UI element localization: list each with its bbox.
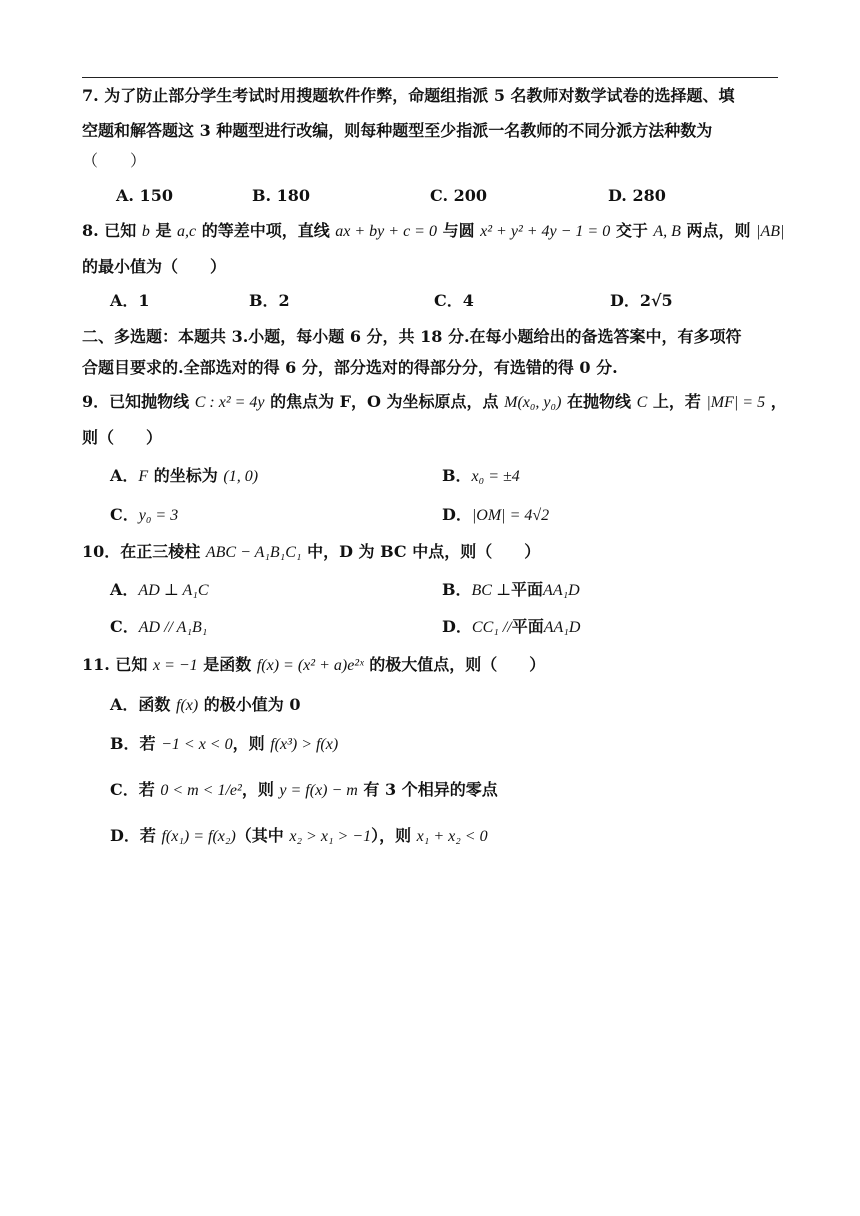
q9-text-e: ， [770, 392, 787, 411]
q7-option-a: A. 150 [116, 186, 173, 205]
q10-option-c-value: AD // A₁B₁ [138, 619, 208, 636]
q11-option-d-text2: （其中 [235, 826, 290, 845]
q11-option-c-fn: y = f(x) − m [279, 782, 358, 799]
q9-option-d-value: |OM| = 4√2 [471, 507, 550, 524]
q11-option-b [110, 734, 338, 755]
q10-line1 [82, 542, 540, 563]
q8-text-d: 的等差中项，直线 [201, 221, 336, 240]
q9-option-a [110, 466, 258, 487]
q11-option-d-label: D． [110, 826, 140, 845]
q11-option-b-ineq: f(x³) > f(x) [270, 736, 339, 753]
q7-option-d: D. 280 [608, 186, 666, 205]
section2-line2: 合题目要求的.全部选对的得 6 分，部分选对的得部分分，有选错的得 0 分. [82, 358, 618, 377]
q11-text-b: 是函数 [203, 655, 257, 674]
q9-parabola: C : x² = 4y [194, 394, 265, 411]
q10-option-a-label: A． [110, 580, 139, 599]
q9-option-a-text: 的坐标为 [148, 466, 224, 485]
q8-circle-equation: x² + y² + 4y − 1 = 0 [480, 223, 611, 240]
q9-option-c-label: C． [110, 505, 139, 524]
q10-option-d-label: D． [442, 617, 472, 636]
q11-option-a-text1: 函数 [138, 695, 176, 714]
q11-text-a: 11. 已知 [82, 655, 153, 674]
q10-option-d-plane: AA₁D [543, 619, 581, 636]
q8-abs-ab: |AB| [756, 223, 785, 240]
q8-text-a: 8. 已知 [82, 221, 137, 240]
q10-option-a [110, 580, 209, 601]
q8-option-b: B．2 [249, 291, 290, 310]
q8-option-a: A．1 [110, 291, 150, 310]
q9-mf: |MF| = 5 [706, 394, 766, 411]
q11-option-d [110, 826, 488, 847]
q9-text-c: 在抛物线 [567, 392, 637, 411]
q8-text-e: 与圆 [442, 221, 481, 240]
q11-option-a [110, 695, 300, 716]
q9-line2: 则（ ） [82, 428, 163, 447]
q11-option-b-cond: −1 < x < 0 [161, 736, 233, 753]
q11-x-eq: x = −1 [152, 657, 198, 674]
q11-function: f(x) = (x² + a)e²ˣ [256, 657, 364, 674]
q10-option-b-label: B． [442, 580, 472, 599]
q9-option-a-f: F [138, 468, 149, 485]
q10-option-a-value: AD ⊥ A₁C [138, 582, 209, 599]
q11-option-c-label: C． [110, 780, 139, 799]
q10-option-d-value: CC₁ // [471, 619, 512, 636]
q8-line1 [82, 221, 784, 242]
q10-option-b-plane: AA₁D [543, 582, 580, 599]
q11-option-d-result: x₁ + x₂ < 0 [416, 828, 488, 845]
q9-option-c-value: y₀ = 3 [138, 507, 179, 524]
q10-prism: ABC − A₁B₁C₁ [205, 544, 302, 561]
q8-b-var: b [141, 223, 150, 240]
q9-point-m: M(x₀, y₀) [504, 394, 562, 411]
q10-text-b: 中，D 为 BC 中点，则（ ） [307, 542, 541, 561]
q7-option-b: B. 180 [252, 186, 311, 205]
q9-text-a: 9．已知抛物线 [82, 392, 195, 411]
q11-option-d-text1: 若 [139, 826, 162, 845]
q11-option-c [110, 780, 498, 801]
q7-option-c: C. 200 [430, 186, 487, 205]
q9-text-d: 上，若 [652, 392, 707, 411]
q8-text-f: 交于 [615, 221, 654, 240]
q10-option-d [442, 617, 580, 638]
q10-option-b-value: BC ⊥ [471, 582, 512, 599]
q11-option-c-text3: 有 3 个相异的零点 [357, 780, 498, 799]
q9-option-d [442, 505, 549, 526]
q11-option-c-cond: 0 < m < 1/e² [160, 782, 242, 799]
q8-line2: 的最小值为（ ） [82, 257, 227, 276]
q11-option-c-text1: 若 [138, 780, 161, 799]
q9-option-c [110, 505, 178, 526]
q10-option-b [442, 580, 580, 601]
q8-text-g: 两点，则 [686, 221, 757, 240]
q11-option-d-text3: ），则 [371, 826, 417, 845]
q11-text-c: 的极大值点，则（ ） [369, 655, 546, 674]
q11-option-a-label: A． [110, 695, 139, 714]
q10-text-a: 10．在正三棱柱 [82, 542, 206, 561]
q9-option-a-label: A． [110, 466, 139, 485]
q9-option-b-label: B． [442, 466, 472, 485]
q11-option-d-cond: x₂ > x₁ > −1 [289, 828, 372, 845]
q9-text-b: 的焦点为 F，O 为坐标原点，点 [270, 392, 505, 411]
q11-option-d-eq: f(x₁) = f(x₂) [161, 828, 236, 845]
q11-option-a-fx: f(x) [176, 697, 199, 714]
q8-option-d: D．2√5 [610, 291, 673, 310]
q8-line-equation: ax + by + c = 0 [335, 223, 437, 240]
top-rule [82, 77, 778, 78]
q9-option-a-value: (1, 0) [223, 468, 259, 485]
q8-points-ab: A, B [653, 223, 681, 240]
q9-option-d-label: D． [442, 505, 472, 524]
q9-line1 [82, 392, 787, 413]
q10-option-b-text: 平面 [511, 580, 544, 599]
q11-option-b-text2: ，则 [232, 734, 271, 753]
q10-option-c-label: C． [110, 617, 139, 636]
q8-ac: a,c [177, 223, 197, 240]
q7-line2: 空题和解答题这 3 种题型进行改编，则每种题型至少指派一名教师的不同分派方法种数为 [82, 121, 713, 140]
q11-option-b-text1: 若 [139, 734, 162, 753]
q8-option-c: C．4 [434, 291, 474, 310]
q10-option-d-text: 平面 [511, 617, 544, 636]
q9-c-var: C [636, 394, 648, 411]
q11-option-a-text2: 的极小值为 0 [198, 695, 301, 714]
q11-option-b-label: B． [110, 734, 140, 753]
q7-paren: （ ） [82, 151, 147, 170]
q11-line1 [82, 655, 545, 676]
section2-line1: 二、多选题：本题共 3.小题，每小题 6 分，共 18 分.在每小题给出的备选答案中，有多项符 [82, 327, 742, 346]
q11-option-c-text2: ，则 [241, 780, 280, 799]
q7-line1: 7. 为了防止部分学生考试时用搜题软件作弊，命题组指派 5 名教师对数学试卷的选择题、填 [82, 86, 735, 105]
q10-option-c [110, 617, 207, 638]
q9-option-b [442, 466, 520, 487]
q9-option-b-value: x₀ = ±4 [471, 468, 520, 485]
q8-text-c: 是 [155, 221, 178, 240]
